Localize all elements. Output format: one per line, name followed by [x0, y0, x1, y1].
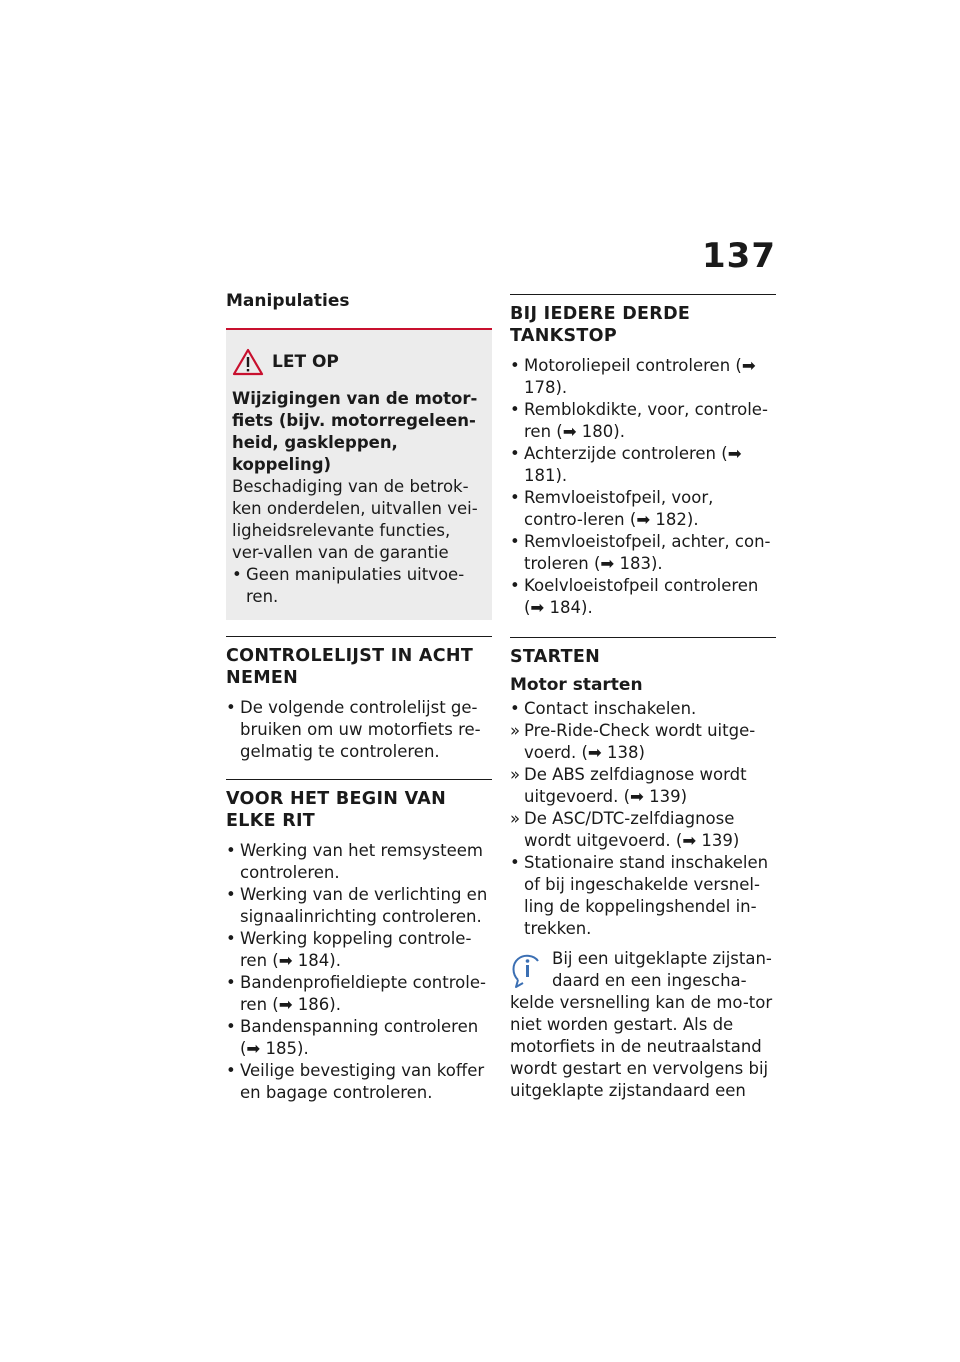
list-item: • Werking koppeling controle-ren (➡ 184). — [226, 929, 472, 970]
checklist-list — [226, 697, 492, 763]
before-ride-heading: VOOR HET BEGIN VAN ELKE RIT — [226, 779, 492, 832]
start-list — [510, 698, 776, 940]
page-number: 137 — [702, 236, 776, 276]
right-column — [510, 290, 776, 1102]
list-item: • Bandenspanning controleren (➡ 185). — [226, 1017, 479, 1058]
list-item: • Stationaire stand inschakelen of bij ingeschakelde versnel-ling de koppelingshendel in-trekken. — [510, 853, 769, 938]
list-item: » Pre-Ride-Check wordt uitge-voerd. (➡ 138) — [510, 721, 756, 762]
list-item: • Koelvloeistofpeil controleren (➡ 184). — [510, 576, 759, 617]
list-item: • Contact inschakelen. — [510, 699, 697, 718]
list-item: • Werking van het remsysteem controleren. — [226, 841, 483, 882]
list-item: • Bandenprofieldiepte controle-ren (➡ 186). — [226, 973, 486, 1014]
notice-box — [226, 328, 492, 620]
start-heading: STARTEN — [510, 637, 776, 668]
list-item: • Achterzijde controleren (➡ 181). — [510, 444, 742, 485]
notice-bold-text: Wijzigingen van de motor-fiets (bijv. motorregeleen-heid, gaskleppen, koppeling) — [232, 389, 478, 474]
before-ride-list — [226, 840, 492, 1104]
checklist-heading: CONTROLELIJST IN ACHT NEMEN — [226, 636, 492, 689]
info-note — [510, 948, 776, 1102]
list-item: • Werking van de verlichting en signaalinrichting controleren. — [226, 885, 488, 926]
info-text: kelde versnelling kan de mo-tor niet worden gestart. Als de motorfiets in de neutraalstand wordt gestart en vervolgens bij uitgeklapte zijstandaard een — [510, 993, 773, 1100]
list-item: • Geen manipulaties uitvoe-ren. — [232, 565, 465, 606]
manipulaties-title: Manipulaties — [226, 291, 350, 311]
list-item: • Veilige bevestiging van koffer en bagage controleren. — [226, 1061, 485, 1102]
info-pencil-icon — [510, 950, 544, 990]
notice-title: LET OP — [272, 352, 339, 372]
list-item: • Remblokdikte, voor, controle-ren (➡ 180). — [510, 400, 768, 441]
third-fuel-list — [510, 355, 776, 619]
list-item: • Motoroliepeil controleren (➡ 178). — [510, 356, 756, 397]
list-item: » De ABS zelfdiagnose wordt uitgevoerd. (➡ 139) — [510, 765, 747, 806]
list-item: • Remvloeistofpeil, achter, con-troleren (➡ 183). — [510, 532, 771, 573]
warning-triangle-icon — [232, 348, 264, 376]
list-item: » De ASC/DTC-zelfdiagnose wordt uitgevoerd. (➡ 139) — [510, 809, 740, 850]
info-text-first: Bij een uitgeklapte zijstan-daard en een ingescha- — [552, 949, 772, 990]
notice-text: Beschadiging van de betrok-ken onderdelen, uitvallen vei-ligheidsrelevante functies, ver-vallen van de garantie — [232, 477, 478, 562]
third-fuel-heading: BIJ IEDERE DERDE TANKSTOP — [510, 294, 776, 347]
start-subheading: Motor starten — [510, 675, 643, 695]
left-column — [226, 290, 492, 1104]
list-item: • Remvloeistofpeil, voor, contro-leren (➡ 182). — [510, 488, 714, 529]
notice-header — [232, 348, 486, 376]
list-item: • De volgende controlelijst ge-bruiken om uw motorfiets re-gelmatig te controleren. — [226, 698, 481, 761]
